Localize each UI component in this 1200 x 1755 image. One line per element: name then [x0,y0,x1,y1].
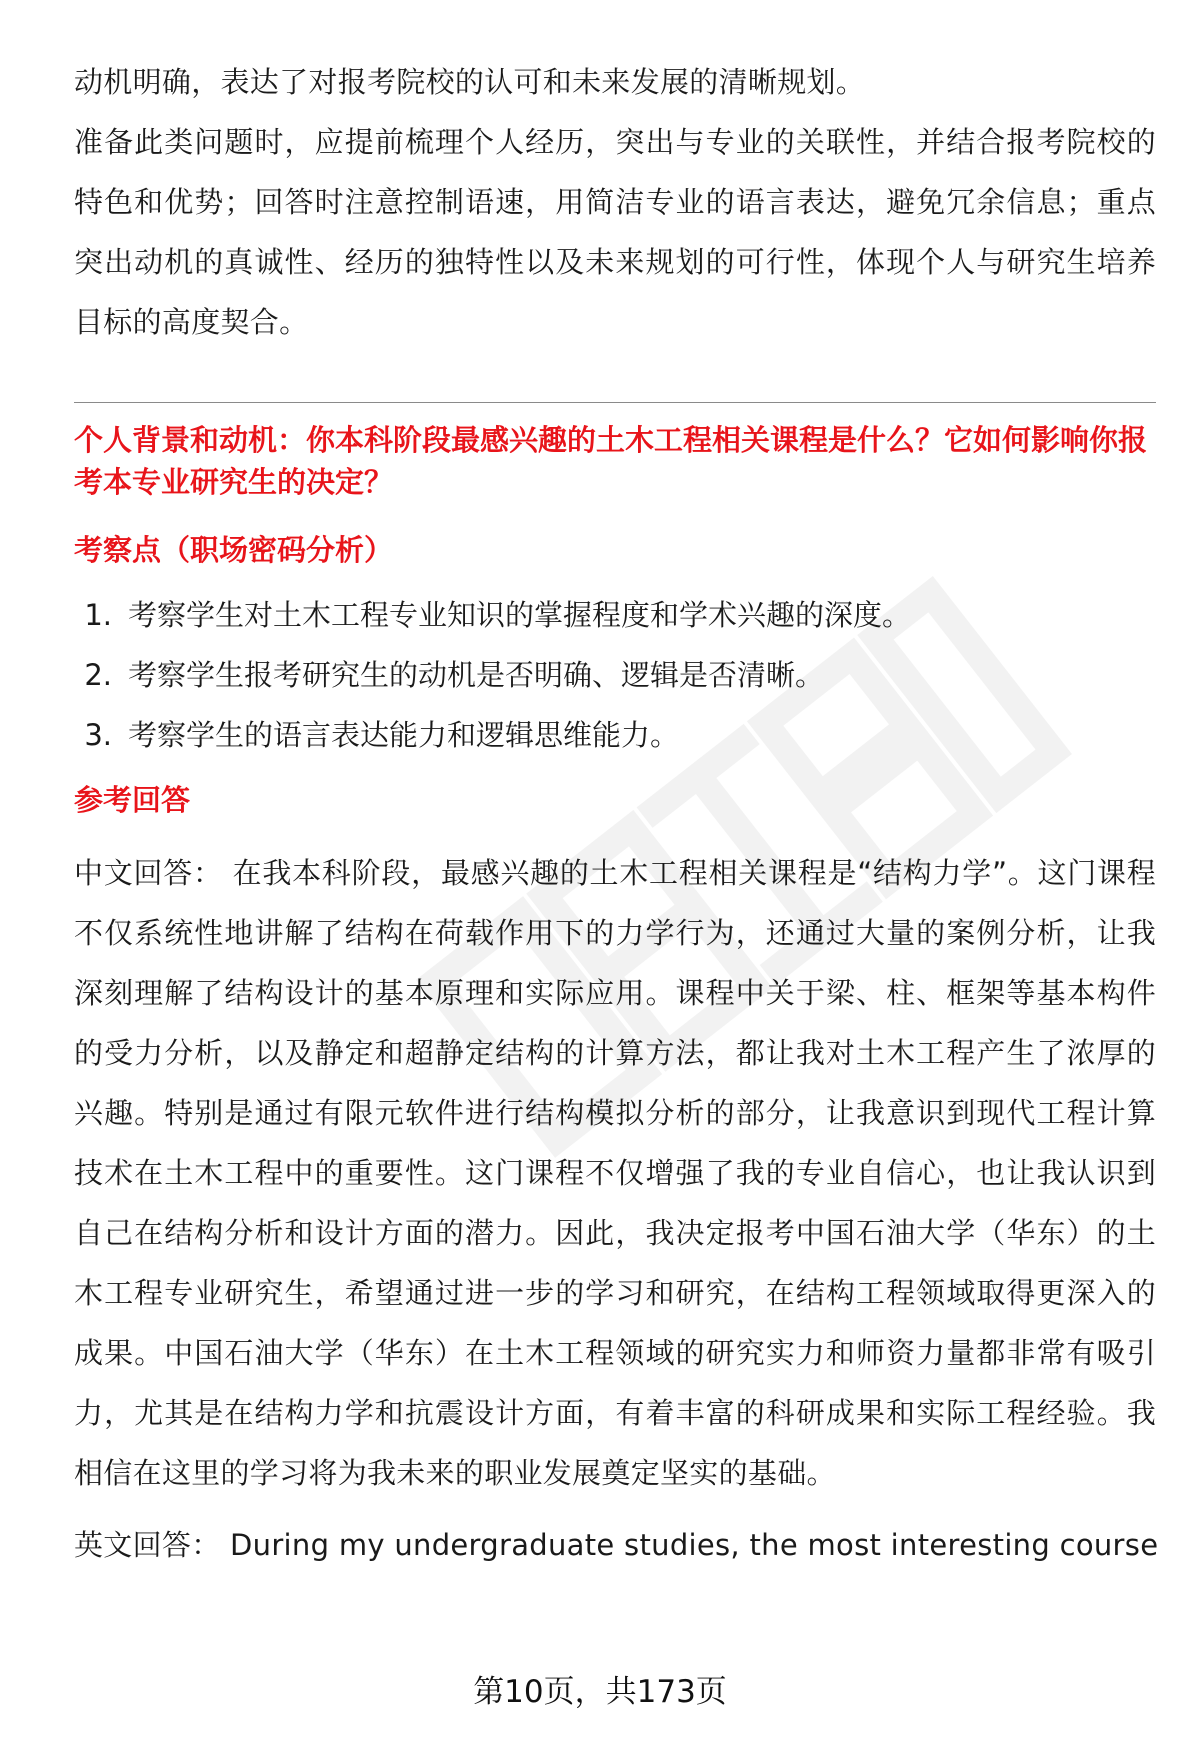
list-item [74,585,1156,645]
english-answer: 英文回答： During my undergraduate studies, the most interesting course [74,1528,1159,1562]
section-divider [74,402,1156,403]
list-item-text: 考察学生对土木工程专业知识的掌握程度和学术兴趣的深度。 [128,598,912,632]
list-item [74,645,1156,705]
page-number-footer: 第10页，共173页 [473,1674,727,1710]
list-item-number: 3. [84,718,112,752]
list-item-text: 考察学生报考研究生的动机是否明确、逻辑是否清晰。 [128,658,825,692]
list-item-number: 2. [84,658,112,692]
key-points-list [74,585,1156,765]
list-item [74,705,1156,765]
reference-answer-heading: 参考回答 [74,783,191,817]
chinese-answer: 中文回答： 在我本科阶段，最感兴趣的土木工程相关课程是“结构力学”。这门课程不仅系统性地讲解了结构在荷载作用下的力学行为，还通过大量的案例分析，让我深刻理解了结构设计的基本原理和实际应用。课程中关于梁、柱、框架等基本构件的受力分析，以及静定和超静定结构的计算方法，都让我对土木工程产生了浓厚的兴趣。特别是通过有限元软件进行结构模拟分析的部分，让我意识到现代工程计算技术在土木工程中的重要性。这门课程不仅增强了我的专业自信心，也让我认识到自己在结构分析和设计方面的潜力。因此，我决定报考中国石油大学（华东）的土木工程专业研究生，希望通过进一步的学习和研究，在结构工程领域取得更深入的成果。中国石油大学（华东）在土木工程领域的研究实力和师资力量都非常有吸引力，尤其是在结构力学和抗震设计方面，有着丰富的科研成果和实际工程经验。我相信在这里的学习将为我未来的职业发展奠定坚实的基础。 [74,856,1156,1490]
question-heading: 个人背景和动机：你本科阶段最感兴趣的土木工程相关课程是什么？它如何影响你报考本专业研究生的决定？ [74,423,1148,499]
list-item-number: 1. [84,598,112,632]
intro-paragraph-1: 动机明确，表达了对报考院校的认可和未来发展的清晰规划。 [74,65,866,99]
intro-paragraph-2: 准备此类问题时，应提前梳理个人经历，突出与专业的关联性，并结合报考院校的特色和优势；回答时注意控制语速，用简洁专业的语言表达，避免冗余信息；重点突出动机的真诚性、经历的独特性以及未来规划的可行性，体现个人与研究生培养目标的高度契合。 [74,125,1156,339]
document-page [74,52,1159,1575]
key-points-heading: 考察点（职场密码分析） [74,533,394,567]
list-item-text: 考察学生的语言表达能力和逻辑思维能力。 [128,718,680,752]
